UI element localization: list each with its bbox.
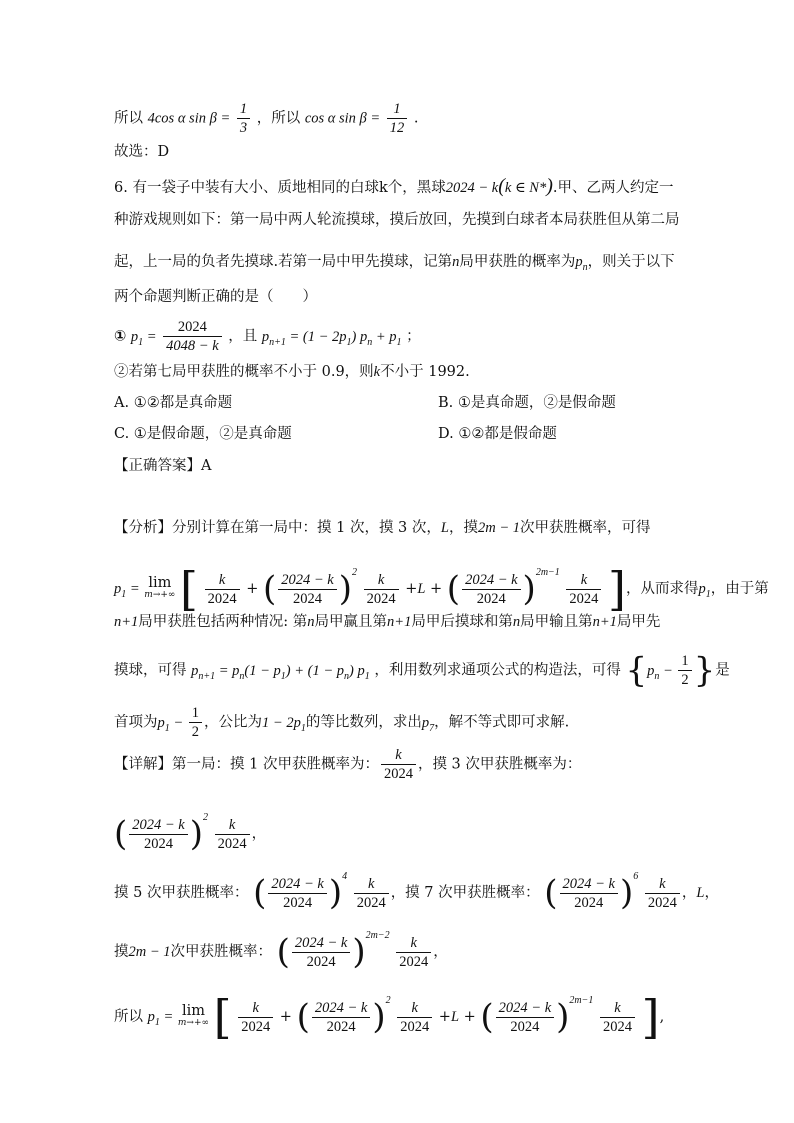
math-expr: 4cos α sin β = (147, 110, 231, 127)
detail-line-2: ( $\frac{2024 - k}{2024}$ )$^2$ $\frac{k}{2024}$ ， (114, 812, 267, 854)
analysis-line-2: $p_1 = \lim$ m→+∞ [ $\frac{k}{2024}$ + ( $\frac{2024 - k}{2024}$ )$^2$ $\frac{k}{2024}$ +L + ( $\frac{2024 - k}{2024}$ )$^{2m-1}$ $\frac{k}{2024}$ ]，从而求得$p_1$，由于第 (114, 562, 769, 616)
proposition-1: ① $p_1$ = $\frac{2024}{4048 - k}$ ，且 $p_{n+1} = (1 - 2p_1) p_n + p_1$ ； (114, 319, 421, 354)
option-c: C. ①是假命题，②是真命题 (114, 426, 292, 442)
option-d: D. ①②都是假命题 (438, 426, 557, 442)
q6-line-2: 种游戏规则如下：第一局中两人轮流摸球，摸后放回，先摸到白球者本局获胜但从第二局 (114, 212, 680, 228)
analysis-line-4: 摸球，可得 $p_{n+1} = p_n(1 - p_1) + (1 - p_n)$ $p_1$ ，利用数列求通项公式的构造法，可得 {$p_n$ − $\frac{1}{2}$ }是 (114, 650, 730, 691)
line-choice: 故选：D (114, 144, 170, 160)
detail-line-5: 所以 $p_1 = \lim$ m→+∞ [ $\frac{k}{2024}$ + ( $\frac{2024 - k}{2024}$ )$^2$ $\frac{k}{2024}$ +L + ( $\frac{2024 - k}{2024}$ )$^{2m-1}$ $\frac{k}{2024}$ ], (114, 990, 665, 1044)
detail-line-3: 摸 5 次甲获胜概率： ( $\frac{2024 - k}{2024}$ )$^4$ $\frac{k}{2024}$ ，摸 7 次甲获胜概率： ( $\frac{2024 - k}{2024}$ )$^6$ $\frac{k}{2024}$ ，L， (114, 871, 719, 913)
option-b: B. ①是真命题，②是假命题 (438, 395, 616, 411)
analysis-line-5: 首项为$p_1$ − $\frac{1}{2}$ ，公比为$1 - 2p_1$的等比数列，求出$p_7$，解不等式即可求解. (114, 705, 570, 740)
fraction-1-12: $\frac{1}{12}$ (387, 100, 408, 137)
text: 所以 (114, 110, 143, 127)
q6-line-4: 两个命题判断正确的是（ ） (114, 289, 317, 305)
detail-line-4: 摸2m − 1次甲获胜概率： ( $\frac{2024 - k}{2024}$ )$^{2m-2}$ $\frac{k}{2024}$ ， (114, 930, 448, 972)
q6-line-1: 6. 有一袋子中装有大小、质地相同的白球k个，黑球2024 − k(k ∈ N*).甲、乙两人约定一 (114, 175, 674, 197)
option-a: A. ①②都是真命题 (114, 395, 233, 411)
proposition-2: ②若第七局甲获胜的概率不小于 0.9，则k不小于 1992. (114, 364, 470, 380)
text: ，所以 (256, 110, 301, 127)
q6-line-3: 起，上一局的负者先摸球.若第一局中甲先摸球，记第n局甲获胜的概率为$p_n$，则关于以下 (114, 254, 675, 273)
analysis-line-3: n+1局甲获胜包括两种情况: 第n局甲赢且第n+1局甲后摸球和第n局甲输且第n+1局甲先 (114, 614, 661, 630)
detail-line-1: 【详解】第一局：摸 1 次甲获胜概率为： $\frac{k}{2024}$ ，摸 3 次甲获胜概率为： (114, 747, 582, 782)
line-conclusion: 所以 4cos α sin β = $\frac{1}{3}$ ，所以 cos α sin β = $\frac{1}{12}$ . (114, 101, 419, 136)
math-expr: cos α sin β = (304, 110, 381, 127)
fraction-1-3: $\frac{1}{3}$ (237, 100, 250, 137)
analysis-line-1: 【分析】分别计算在第一局中：摸 1 次，摸 3 次，L，摸2m − 1次甲获胜概率，可得 (114, 520, 651, 536)
correct-answer: 【正确答案】A (114, 458, 212, 474)
